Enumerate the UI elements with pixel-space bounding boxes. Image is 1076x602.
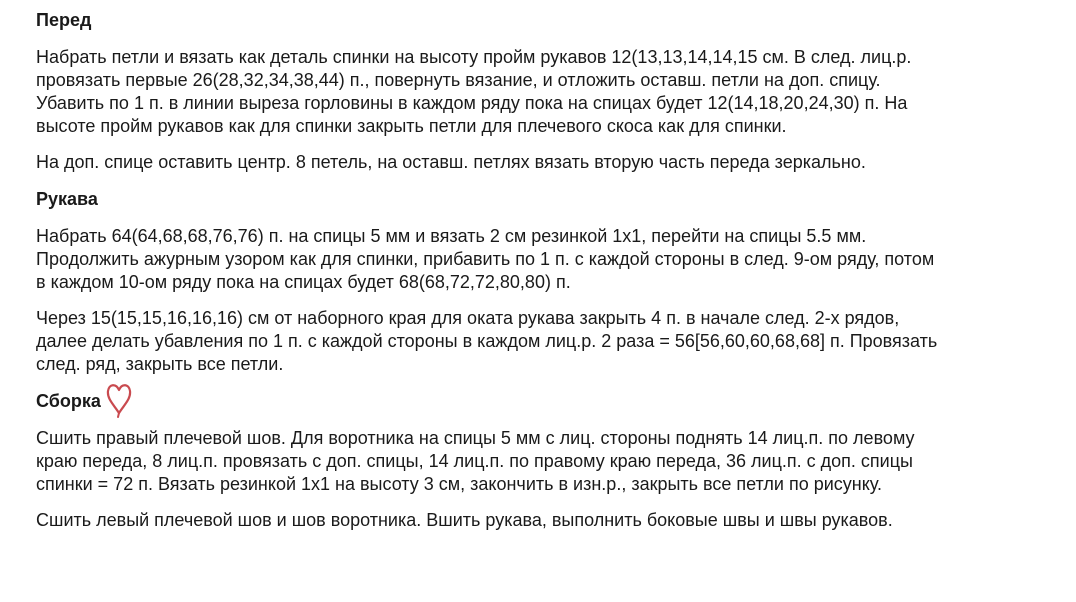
paragraph: Набрать петли и вязать как деталь спинки на высоту пройм рукавов 12(13,13,14,14,15 см. В след. лиц.р. провязать первые 26(28,32,34,38,44) п., повернуть вязание, и отложить оставш. петли на доп. спицу. Убавить по 1 п. в линии выреза горловины в каждом ряду пока на спицах будет 12(14,18,20,24,30) п. На высоте пройм рукавов как для спинки закрыть петли для плечевого скоса как для спинки.	[36, 47, 912, 136]
paragraph: Сшить левый плечевой шов и шов воротника. Вшить рукава, выполнить боковые швы и швы рукавов.	[36, 510, 893, 530]
heart-icon	[106, 379, 132, 419]
paragraph: На доп. спице оставить центр. 8 петель, на оставш. петлях вязать вторую часть переда зеркально.	[36, 152, 866, 172]
paragraph: Набрать 64(64,68,68,76,76) п. на спицы 5 мм и вязать 2 см резинкой 1х1, перейти на спицы 5.5 мм. Продолжить ажурным узором как для спинки, прибавить по 1 п. с каждой стороны в след. 9-ом ряду, потом в каждом 10-ом ряду пока на спицах будет 68(68,72,72,80,80) п.	[36, 226, 935, 292]
paragraph: Через 15(15,15,16,16,16) см от наборного края для оката рукава закрыть 4 п. в начале след. 2-х рядов, далее делать убавления по 1 п. с каждой стороны в каждом лиц.р. 2 раза = 56[56,60,60,68,68] п. Провязать след. ряд, закрыть все петли.	[36, 308, 938, 374]
section-heading-assembly: Сборка	[36, 391, 101, 411]
paragraph: Сшить правый плечевой шов. Для воротника на спицы 5 мм с лиц. стороны поднять 14 лиц.п. по левому краю переда, 8 лиц.п. провязать с доп. спицы, 14 лиц.п. по правому краю переда, 36 лиц.п. с доп. спицы спинки = 72 п. Вязать резинкой 1х1 на высоту 3 см, закончить в изн.р., закрыть все петли по рисунку.	[36, 428, 915, 494]
document	[36, 8, 1066, 545]
section-heading-sleeves: Рукава	[36, 189, 98, 209]
section-heading-front: Перед	[36, 10, 92, 30]
assembly-heading-wrapper	[36, 389, 1066, 413]
